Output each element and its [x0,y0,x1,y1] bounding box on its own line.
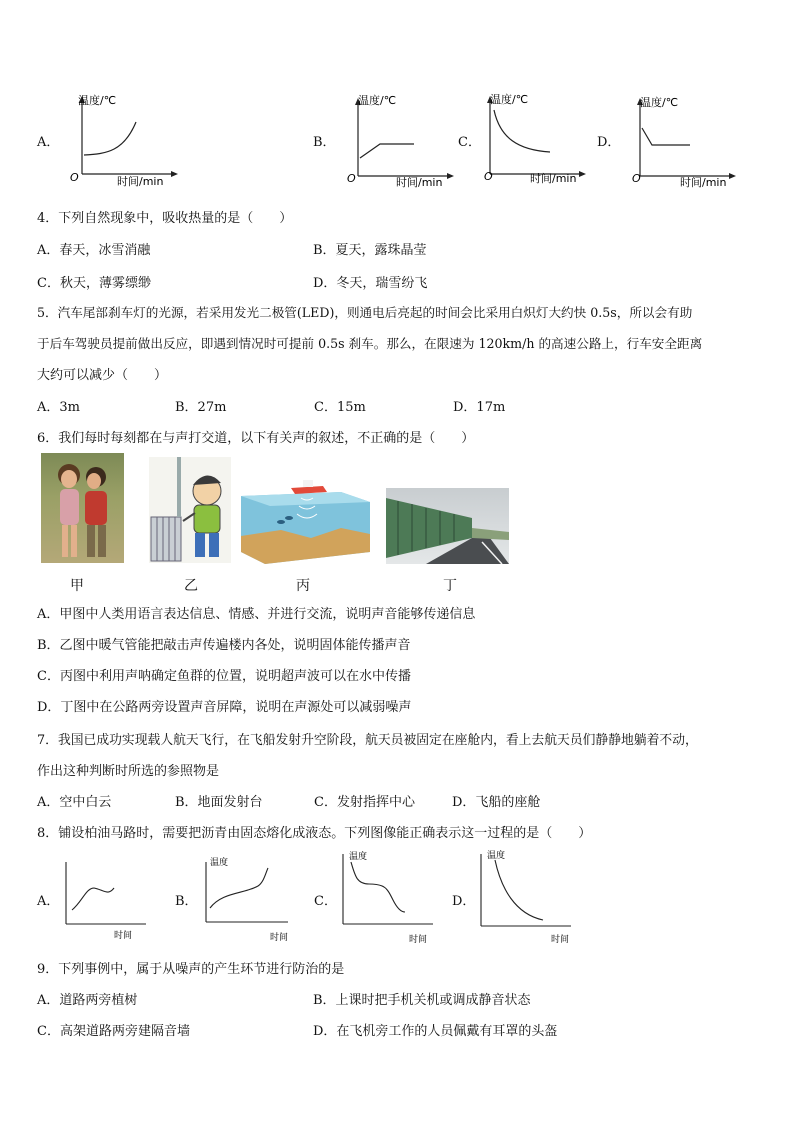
q6-picture-jia [41,453,124,563]
q8-label-c: C． [314,894,337,909]
q3-graph-b [338,90,468,190]
q7-option-c: C．发射指挥中心 [314,795,415,810]
q3-graph-a-ylabel: 温度/℃ [78,94,117,107]
q6-caption-jia: 甲 [70,578,84,594]
q7-stem-line-2: 作出这种判断时所选的参照物是 [37,764,220,779]
q6-picture-bing [241,472,370,568]
q9-option-d: D．在飞机旁工作的人员佩戴有耳罩的头盔 [313,1024,558,1039]
q3-graph-d-xlabel: 时间/min [680,176,727,189]
q3-graph-d-origin: O [632,172,641,185]
q3-label-c: C． [458,135,481,150]
q3-graph-b-ylabel: 温度/℃ [358,94,397,107]
q6-caption-bing: 丙 [296,578,310,594]
q8-label-d: D． [452,894,476,909]
q8-graph-b-curve [210,868,268,908]
q5-option-d: D．17m [453,400,506,415]
q8-graph-b-ylabel: 温度 [210,858,229,868]
q3-graph-a [62,88,192,188]
q6-option-c: C．丙图中利用声呐确定鱼群的位置，说明超声波可以在水中传播 [37,669,411,684]
q3-graph-b-xlabel: 时间/min [396,176,443,189]
q8-label-a: A． [37,894,60,909]
q6-caption-ding: 丁 [443,578,457,594]
q8-graph-c [335,844,437,944]
q4-stem: 4．下列自然现象中，吸收热量的是（ ） [37,211,293,226]
q6-option-b: B．乙图中暖气管能把敲击声传遍楼内各处，说明固体能传播声音 [37,638,411,653]
q3-graph-b-origin: O [347,172,356,185]
q5-option-a: A．3m [37,400,80,415]
q5-stem-line-3: 大约可以减少（ ） [37,368,168,383]
q3-label-d: D． [597,135,621,150]
q3-graph-d-curve [642,128,690,145]
q8-graph-a [58,850,150,942]
q3-graph-a-curve [84,122,136,155]
q3-graph-c-ylabel: 温度/℃ [490,93,529,106]
q8-graph-a-curve [72,888,114,910]
q3-label-b: B． [313,135,336,150]
q4-option-c: C．秋天，薄雾缥缈 [37,276,151,291]
q8-graph-c-curve [351,862,405,912]
q3-graph-c-origin: O [484,170,493,183]
q8-graph-d [473,844,577,944]
q8-graph-b-xlabel: 时间 [270,933,289,942]
q5-option-c: C．15m [314,400,366,415]
q8-graph-d-curve [495,860,543,920]
q4-option-a: A．春天，冰雪消融 [37,243,151,258]
q8-graph-d-xlabel: 时间 [551,935,570,944]
q5-stem-line-1: 5．汽车尾部刹车灯的光源，若采用发光二极管(LED)，则通电后亮起的时间会比采用白炽灯大约快 0.5s，所以会有助 [37,305,693,320]
q3-graph-b-curve [360,144,414,158]
q3-graph-a-xlabel: 时间/min [117,175,164,188]
q8-graph-b [196,850,294,942]
q8-graph-d-ylabel: 温度 [487,851,506,861]
q4-option-d: D．冬天，瑞雪纷飞 [313,276,428,291]
q3-graph-d [620,90,750,190]
q9-option-a: A．道路两旁植树 [37,993,138,1008]
q8-label-b: B． [175,894,198,909]
q9-option-b: B．上课时把手机关机或调成静音状态 [313,993,531,1008]
q7-stem-line-1: 7．我国已成功实现载人航天飞行，在飞船发射升空阶段，航天员被固定在座舱内，看上去航天员们静静地躺着不动， [37,733,698,748]
q3-graph-c-curve [494,110,550,152]
q3-graph-c [470,88,600,188]
q7-option-a: A．空中白云 [37,795,112,810]
q4-option-b: B．夏天，露珠晶莹 [313,243,427,258]
q6-picture-ding [386,488,509,564]
q8-graph-c-xlabel: 时间 [409,935,428,944]
q5-option-b: B．27m [175,400,227,415]
q8-graph-c-ylabel: 温度 [349,852,368,862]
q7-option-d: D．飞船的座舱 [452,795,541,810]
q5-stem-line-2: 于后车驾驶员提前做出反应，即遇到情况时可提前 0.5s 刹车。那么，在限速为 120km/h 的高速公路上，行车安全距离 [37,336,703,351]
q3-graph-c-xlabel: 时间/min [530,172,577,185]
q3-label-a: A． [37,135,60,150]
q3-graph-a-origin: O [70,171,79,184]
q6-picture-yi [149,457,231,563]
q9-stem: 9．下列事例中，属于从噪声的产生环节进行防治的是 [37,962,345,977]
q3-graph-d-ylabel: 温度/℃ [640,96,679,109]
q6-caption-yi: 乙 [184,578,198,594]
q8-graph-a-xlabel: 时间 [114,931,133,941]
q6-option-d: D．丁图中在公路两旁设置声音屏障，说明在声源处可以减弱噪声 [37,700,412,715]
q9-option-c: C．高架道路两旁建隔音墙 [37,1024,190,1039]
q6-option-a: A．甲图中人类用语言表达信息、情感、并进行交流，说明声音能够传递信息 [37,607,476,622]
q6-stem: 6．我们每时每刻都在与声打交道，以下有关声的叙述，不正确的是（ ） [37,431,475,446]
q7-option-b: B．地面发射台 [175,795,263,810]
q8-stem: 8．铺设柏油马路时，需要把沥青由固态熔化成液态。下列图像能正确表示这一过程的是（ ） [37,826,592,841]
